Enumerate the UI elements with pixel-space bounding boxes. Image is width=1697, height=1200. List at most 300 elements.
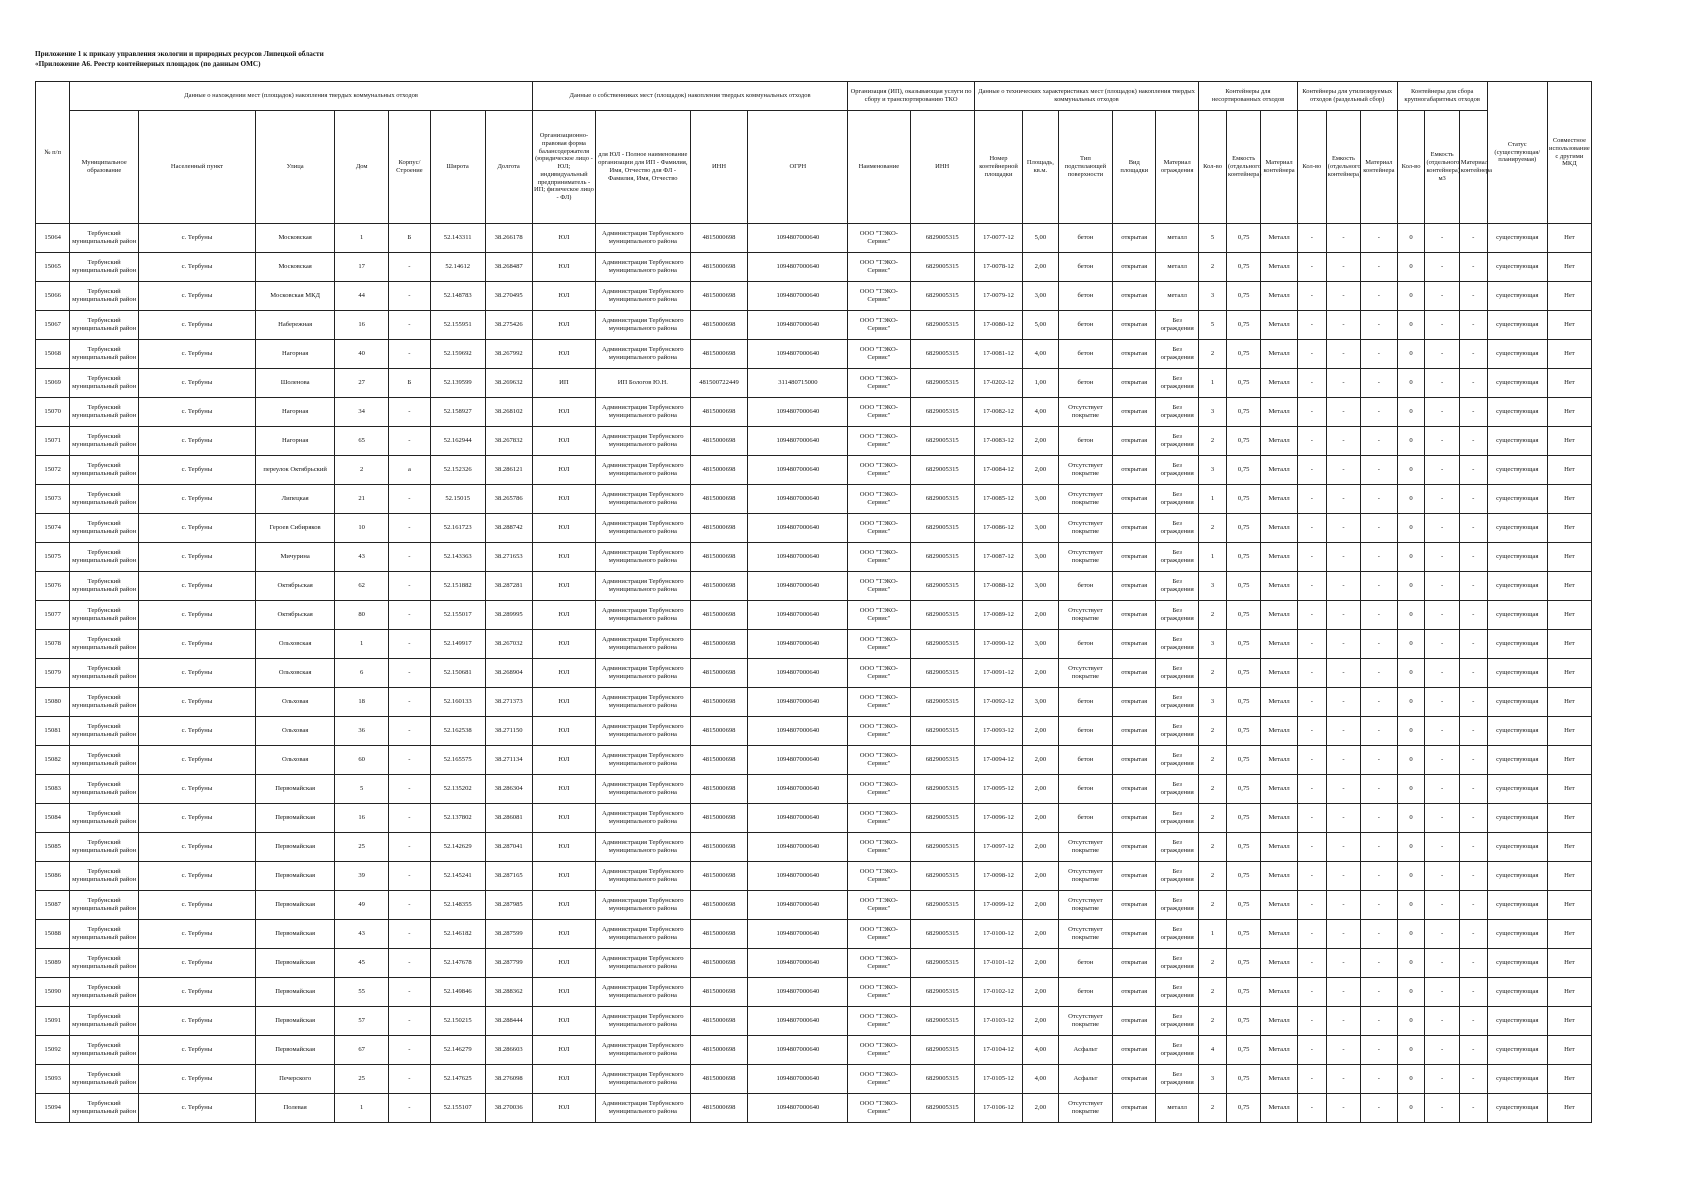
- cell-owner-ogrn: 1094807000640: [748, 1094, 848, 1123]
- cell-site-type: открытая: [1113, 456, 1156, 485]
- cell-house: 1: [335, 224, 389, 253]
- cell-bulky-count: 0: [1397, 398, 1425, 427]
- cell-sorted-capacity: 0,75: [1227, 688, 1261, 717]
- table-row: [36, 485, 1592, 514]
- cell-settlement: с. Тербуны: [139, 340, 256, 369]
- cell-site-number: 17-0101-12: [974, 949, 1022, 978]
- cell-sorted-capacity: 0,75: [1227, 485, 1261, 514]
- cell-municipality: Тербунский муниципальный район: [70, 862, 139, 891]
- cell-surface: Отсутствует покрытие: [1058, 920, 1113, 949]
- heading-line-2: «Приложение А6. Реестр контейнерных площадок (по данным ОМС): [35, 59, 261, 68]
- cell-surface: Отсутствует покрытие: [1058, 862, 1113, 891]
- cell-site-number: 17-0086-12: [974, 514, 1022, 543]
- cell-fence: металл: [1156, 1094, 1199, 1123]
- cell-operator-inn: 6829005315: [910, 253, 974, 282]
- cell-bulky-material: -: [1459, 804, 1487, 833]
- cell-recyclable-material: -: [1361, 514, 1397, 543]
- cell-bulky-capacity: -: [1425, 717, 1459, 746]
- cell-site-number: 17-0078-12: [974, 253, 1022, 282]
- cell-recyclable-capacity: -: [1326, 1036, 1360, 1065]
- cell-settlement: с. Тербуны: [139, 514, 256, 543]
- cell-operator-name: ООО "ТЭКО-Сервис": [848, 572, 910, 601]
- cell-num: 15071: [36, 427, 70, 456]
- cell-owner-name: Администрация Тербунского муниципального района: [596, 282, 690, 311]
- cell-sorted-count: 2: [1199, 1094, 1227, 1123]
- cell-recyclable-material: -: [1361, 398, 1397, 427]
- cell-surface: Отсутствует покрытие: [1058, 485, 1113, 514]
- cell-house: 5: [335, 775, 389, 804]
- cell-bulky-material: -: [1459, 427, 1487, 456]
- cell-site-type: открытая: [1113, 369, 1156, 398]
- cell-house: 55: [335, 978, 389, 1007]
- cell-fence: Без ограждения: [1156, 688, 1199, 717]
- cell-surface: Отсутствует покрытие: [1058, 456, 1113, 485]
- cell-recyclable-capacity: -: [1326, 630, 1360, 659]
- cell-latitude: 52.155951: [430, 311, 485, 340]
- cell-municipality: Тербунский муниципальный район: [70, 311, 139, 340]
- cell-street: переулок Октябрьский: [255, 456, 334, 485]
- cell-recyclable-material: -: [1361, 920, 1397, 949]
- cell-owner-inn: 4815000698: [690, 224, 748, 253]
- cell-recyclable-capacity: -: [1326, 398, 1360, 427]
- cell-sorted-capacity: 0,75: [1227, 282, 1261, 311]
- cell-sorted-count: 2: [1199, 775, 1227, 804]
- cell-settlement: с. Тербуны: [139, 572, 256, 601]
- cell-area: 2,00: [1023, 775, 1058, 804]
- cell-longitude: 38.271373: [485, 688, 532, 717]
- col-recyclable-capacity: Емкость (отдельного контейнера): [1326, 111, 1360, 224]
- cell-surface: бетон: [1058, 746, 1113, 775]
- col-building: Корпус/Строение: [388, 111, 430, 224]
- cell-owner-name: Администрация Тербунского муниципального района: [596, 572, 690, 601]
- cell-sorted-count: 3: [1199, 630, 1227, 659]
- cell-org-form: ЮЛ: [532, 717, 595, 746]
- cell-settlement: с. Тербуны: [139, 1007, 256, 1036]
- cell-bulky-capacity: -: [1425, 891, 1459, 920]
- cell-fence: Без ограждения: [1156, 659, 1199, 688]
- cell-building: -: [388, 398, 430, 427]
- col-area: Площадь, кв.м.: [1023, 111, 1058, 224]
- cell-sorted-capacity: 0,75: [1227, 833, 1261, 862]
- cell-sorted-capacity: 0,75: [1227, 427, 1261, 456]
- cell-house: 17: [335, 253, 389, 282]
- cell-bulky-capacity: -: [1425, 282, 1459, 311]
- cell-org-form: ЮЛ: [532, 630, 595, 659]
- cell-bulky-capacity: -: [1425, 630, 1459, 659]
- cell-longitude: 38.268102: [485, 398, 532, 427]
- col-bulky-capacity: Емкость (отдельного контейнера) м3: [1425, 111, 1459, 224]
- table-header: [36, 82, 1592, 224]
- cell-num: 15077: [36, 601, 70, 630]
- cell-fence: Без ограждения: [1156, 949, 1199, 978]
- cell-operator-inn: 6829005315: [910, 978, 974, 1007]
- cell-site-number: 17-0097-12: [974, 833, 1022, 862]
- cell-owner-inn: 4815000698: [690, 891, 748, 920]
- cell-surface: бетон: [1058, 630, 1113, 659]
- cell-building: -: [388, 746, 430, 775]
- cell-shared: Нет: [1547, 282, 1591, 311]
- cell-building: -: [388, 833, 430, 862]
- group-operator: Организация (ИП), оказывающая услуги по сбору и транспортированию ТКО: [848, 82, 975, 111]
- cell-site-type: открытая: [1113, 514, 1156, 543]
- cell-recyclable-count: -: [1297, 717, 1326, 746]
- cell-latitude: 52.162538: [430, 717, 485, 746]
- cell-site-number: 17-0099-12: [974, 891, 1022, 920]
- cell-latitude: 52.143363: [430, 543, 485, 572]
- cell-recyclable-count: -: [1297, 543, 1326, 572]
- cell-municipality: Тербунский муниципальный район: [70, 427, 139, 456]
- cell-shared: Нет: [1547, 1036, 1591, 1065]
- cell-site-type: открытая: [1113, 282, 1156, 311]
- cell-num: 15073: [36, 485, 70, 514]
- col-shared: Совместное использование с другими МКД: [1547, 82, 1591, 224]
- cell-surface: Асфальт: [1058, 1065, 1113, 1094]
- cell-longitude: 38.286081: [485, 804, 532, 833]
- cell-bulky-count: 0: [1397, 485, 1425, 514]
- cell-bulky-capacity: -: [1425, 543, 1459, 572]
- cell-num: 15090: [36, 978, 70, 1007]
- cell-area: 2,00: [1023, 978, 1058, 1007]
- cell-bulky-capacity: -: [1425, 572, 1459, 601]
- cell-status: существующая: [1487, 688, 1547, 717]
- cell-recyclable-count: -: [1297, 833, 1326, 862]
- cell-house: 49: [335, 891, 389, 920]
- cell-recyclable-capacity: -: [1326, 717, 1360, 746]
- cell-site-number: 17-0106-12: [974, 1094, 1022, 1123]
- cell-recyclable-count: -: [1297, 311, 1326, 340]
- cell-site-number: 17-0098-12: [974, 862, 1022, 891]
- cell-operator-name: ООО "ТЭКО-Сервис": [848, 282, 910, 311]
- cell-sorted-count: 2: [1199, 253, 1227, 282]
- cell-num: 15070: [36, 398, 70, 427]
- cell-num: 15089: [36, 949, 70, 978]
- cell-sorted-material: Металл: [1261, 833, 1297, 862]
- cell-bulky-count: 0: [1397, 891, 1425, 920]
- cell-sorted-material: Металл: [1261, 775, 1297, 804]
- cell-operator-inn: 6829005315: [910, 891, 974, 920]
- cell-status: существующая: [1487, 659, 1547, 688]
- cell-owner-ogrn: 1094807000640: [748, 282, 848, 311]
- cell-sorted-capacity: 0,75: [1227, 572, 1261, 601]
- cell-bulky-count: 0: [1397, 311, 1425, 340]
- cell-house: 80: [335, 601, 389, 630]
- cell-house: 16: [335, 311, 389, 340]
- cell-owner-inn: 4815000698: [690, 920, 748, 949]
- cell-site-number: 17-0087-12: [974, 543, 1022, 572]
- cell-owner-inn: 4815000698: [690, 949, 748, 978]
- cell-municipality: Тербунский муниципальный район: [70, 1065, 139, 1094]
- cell-municipality: Тербунский муниципальный район: [70, 224, 139, 253]
- cell-site-type: открытая: [1113, 572, 1156, 601]
- cell-owner-ogrn: 1094807000640: [748, 427, 848, 456]
- cell-shared: Нет: [1547, 688, 1591, 717]
- cell-status: существующая: [1487, 804, 1547, 833]
- cell-settlement: с. Тербуны: [139, 427, 256, 456]
- cell-owner-inn: 4815000698: [690, 746, 748, 775]
- cell-status: существующая: [1487, 398, 1547, 427]
- cell-recyclable-material: -: [1361, 224, 1397, 253]
- cell-building: -: [388, 543, 430, 572]
- cell-sorted-capacity: 0,75: [1227, 920, 1261, 949]
- cell-operator-name: ООО "ТЭКО-Сервис": [848, 1065, 910, 1094]
- cell-operator-inn: 6829005315: [910, 804, 974, 833]
- cell-building: -: [388, 1065, 430, 1094]
- cell-fence: Без ограждения: [1156, 398, 1199, 427]
- cell-longitude: 38.265786: [485, 485, 532, 514]
- cell-settlement: с. Тербуны: [139, 833, 256, 862]
- cell-shared: Нет: [1547, 1094, 1591, 1123]
- cell-street: Ольховая: [255, 746, 334, 775]
- cell-building: -: [388, 340, 430, 369]
- cell-recyclable-capacity: -: [1326, 514, 1360, 543]
- cell-street: Печерского: [255, 1065, 334, 1094]
- cell-recyclable-material: -: [1361, 311, 1397, 340]
- cell-house: 21: [335, 485, 389, 514]
- cell-latitude: 52.147625: [430, 1065, 485, 1094]
- cell-sorted-count: 3: [1199, 1065, 1227, 1094]
- cell-sorted-material: Металл: [1261, 804, 1297, 833]
- cell-street: Первомайская: [255, 862, 334, 891]
- cell-num: 15081: [36, 717, 70, 746]
- cell-recyclable-material: -: [1361, 688, 1397, 717]
- cell-owner-ogrn: 1094807000640: [748, 775, 848, 804]
- cell-settlement: с. Тербуны: [139, 485, 256, 514]
- cell-street: Первомайская: [255, 833, 334, 862]
- cell-recyclable-count: -: [1297, 659, 1326, 688]
- cell-bulky-capacity: -: [1425, 1036, 1459, 1065]
- cell-municipality: Тербунский муниципальный район: [70, 543, 139, 572]
- cell-shared: Нет: [1547, 514, 1591, 543]
- cell-bulky-material: -: [1459, 833, 1487, 862]
- cell-house: 10: [335, 514, 389, 543]
- cell-owner-ogrn: 1094807000640: [748, 717, 848, 746]
- document-heading: [35, 50, 324, 69]
- cell-operator-name: ООО "ТЭКО-Сервис": [848, 833, 910, 862]
- cell-building: -: [388, 717, 430, 746]
- cell-operator-inn: 6829005315: [910, 485, 974, 514]
- col-fence: Материал ограждения: [1156, 111, 1199, 224]
- cell-site-type: открытая: [1113, 862, 1156, 891]
- cell-shared: Нет: [1547, 630, 1591, 659]
- cell-owner-inn: 4815000698: [690, 1065, 748, 1094]
- cell-recyclable-material: -: [1361, 833, 1397, 862]
- cell-fence: Без ограждения: [1156, 485, 1199, 514]
- cell-owner-ogrn: 1094807000640: [748, 253, 848, 282]
- cell-operator-inn: 6829005315: [910, 630, 974, 659]
- cell-fence: Без ограждения: [1156, 978, 1199, 1007]
- cell-area: 3,00: [1023, 572, 1058, 601]
- cell-sorted-material: Металл: [1261, 427, 1297, 456]
- cell-area: 3,00: [1023, 282, 1058, 311]
- cell-bulky-material: -: [1459, 1094, 1487, 1123]
- table-row: [36, 282, 1592, 311]
- cell-house: 67: [335, 1036, 389, 1065]
- table-row: [36, 630, 1592, 659]
- cell-recyclable-count: -: [1297, 427, 1326, 456]
- table-row: [36, 311, 1592, 340]
- cell-owner-ogrn: 1094807000640: [748, 1007, 848, 1036]
- table-row: [36, 804, 1592, 833]
- cell-street: Московская: [255, 253, 334, 282]
- cell-owner-inn: 4815000698: [690, 804, 748, 833]
- cell-fence: Без ограждения: [1156, 1065, 1199, 1094]
- cell-recyclable-count: -: [1297, 775, 1326, 804]
- cell-site-number: 17-0095-12: [974, 775, 1022, 804]
- cell-owner-ogrn: 1094807000640: [748, 688, 848, 717]
- cell-building: -: [388, 485, 430, 514]
- cell-owner-name: Администрация Тербунского муниципального района: [596, 862, 690, 891]
- cell-settlement: с. Тербуны: [139, 1094, 256, 1123]
- cell-surface: бетон: [1058, 369, 1113, 398]
- cell-shared: Нет: [1547, 485, 1591, 514]
- cell-owner-name: Администрация Тербунского муниципального района: [596, 833, 690, 862]
- cell-recyclable-count: -: [1297, 514, 1326, 543]
- cell-operator-name: ООО "ТЭКО-Сервис": [848, 949, 910, 978]
- cell-operator-name: ООО "ТЭКО-Сервис": [848, 746, 910, 775]
- cell-num: 15064: [36, 224, 70, 253]
- cell-longitude: 38.271134: [485, 746, 532, 775]
- cell-area: 4,00: [1023, 1065, 1058, 1094]
- cell-sorted-material: Металл: [1261, 659, 1297, 688]
- cell-operator-inn: 6829005315: [910, 746, 974, 775]
- cell-shared: Нет: [1547, 311, 1591, 340]
- cell-org-form: ЮЛ: [532, 891, 595, 920]
- cell-surface: бетон: [1058, 253, 1113, 282]
- cell-municipality: Тербунский муниципальный район: [70, 746, 139, 775]
- cell-shared: Нет: [1547, 949, 1591, 978]
- cell-shared: Нет: [1547, 572, 1591, 601]
- cell-site-number: 17-0202-12: [974, 369, 1022, 398]
- table-row: [36, 659, 1592, 688]
- cell-recyclable-capacity: -: [1326, 1007, 1360, 1036]
- cell-recyclable-material: -: [1361, 601, 1397, 630]
- cell-operator-inn: 6829005315: [910, 1065, 974, 1094]
- cell-street: Московская МКД: [255, 282, 334, 311]
- cell-latitude: 52.142629: [430, 833, 485, 862]
- cell-sorted-capacity: 0,75: [1227, 224, 1261, 253]
- cell-bulky-material: -: [1459, 978, 1487, 1007]
- cell-org-form: ЮЛ: [532, 833, 595, 862]
- cell-operator-inn: 6829005315: [910, 920, 974, 949]
- cell-fence: Без ограждения: [1156, 543, 1199, 572]
- cell-bulky-material: -: [1459, 630, 1487, 659]
- cell-municipality: Тербунский муниципальный район: [70, 717, 139, 746]
- cell-org-form: ЮЛ: [532, 1007, 595, 1036]
- cell-bulky-material: -: [1459, 746, 1487, 775]
- cell-bulky-count: 0: [1397, 862, 1425, 891]
- cell-bulky-count: 0: [1397, 456, 1425, 485]
- cell-sorted-material: Металл: [1261, 340, 1297, 369]
- cell-org-form: ЮЛ: [532, 543, 595, 572]
- cell-settlement: с. Тербуны: [139, 688, 256, 717]
- cell-settlement: с. Тербуны: [139, 717, 256, 746]
- cell-house: 40: [335, 340, 389, 369]
- cell-building: -: [388, 804, 430, 833]
- cell-area: 2,00: [1023, 920, 1058, 949]
- col-recyclable-material: Материал контейнера: [1361, 111, 1397, 224]
- cell-num: 15084: [36, 804, 70, 833]
- cell-sorted-material: Металл: [1261, 949, 1297, 978]
- cell-bulky-material: -: [1459, 456, 1487, 485]
- cell-fence: Без ограждения: [1156, 833, 1199, 862]
- cell-owner-name: Администрация Тербунского муниципального района: [596, 659, 690, 688]
- cell-sorted-count: 5: [1199, 311, 1227, 340]
- cell-recyclable-material: -: [1361, 253, 1397, 282]
- cell-operator-name: ООО "ТЭКО-Сервис": [848, 804, 910, 833]
- cell-latitude: 52.15015: [430, 485, 485, 514]
- cell-settlement: с. Тербуны: [139, 543, 256, 572]
- cell-owner-inn: 481500722449: [690, 369, 748, 398]
- cell-area: 4,00: [1023, 398, 1058, 427]
- col-owner-name: для ЮЛ - Полное наименование организации для ИП - Фамилия, Имя, Отчество для ФЛ - Фамилия, Имя, Отчество: [596, 111, 690, 224]
- table-row: [36, 369, 1592, 398]
- cell-recyclable-count: -: [1297, 601, 1326, 630]
- cell-site-number: 17-0094-12: [974, 746, 1022, 775]
- cell-fence: Без ограждения: [1156, 862, 1199, 891]
- cell-surface: бетон: [1058, 949, 1113, 978]
- cell-operator-name: ООО "ТЭКО-Сервис": [848, 920, 910, 949]
- cell-org-form: ЮЛ: [532, 601, 595, 630]
- cell-owner-ogrn: 1094807000640: [748, 601, 848, 630]
- cell-recyclable-capacity: -: [1326, 949, 1360, 978]
- cell-sorted-count: 3: [1199, 456, 1227, 485]
- cell-street: Шоленова: [255, 369, 334, 398]
- cell-shared: Нет: [1547, 1065, 1591, 1094]
- cell-owner-inn: 4815000698: [690, 1007, 748, 1036]
- cell-settlement: с. Тербуны: [139, 398, 256, 427]
- cell-operator-inn: 6829005315: [910, 311, 974, 340]
- cell-site-number: 17-0084-12: [974, 456, 1022, 485]
- cell-longitude: 38.270036: [485, 1094, 532, 1123]
- cell-status: существующая: [1487, 746, 1547, 775]
- cell-settlement: с. Тербуны: [139, 369, 256, 398]
- cell-house: 43: [335, 920, 389, 949]
- cell-house: 44: [335, 282, 389, 311]
- cell-building: -: [388, 659, 430, 688]
- cell-recyclable-count: -: [1297, 1065, 1326, 1094]
- cell-building: -: [388, 775, 430, 804]
- cell-surface: бетон: [1058, 688, 1113, 717]
- cell-fence: Без ограждения: [1156, 804, 1199, 833]
- cell-operator-name: ООО "ТЭКО-Сервис": [848, 717, 910, 746]
- cell-latitude: 52.158927: [430, 398, 485, 427]
- cell-owner-ogrn: 311480715000: [748, 369, 848, 398]
- cell-house: 34: [335, 398, 389, 427]
- cell-bulky-capacity: -: [1425, 949, 1459, 978]
- cell-latitude: 52.162944: [430, 427, 485, 456]
- cell-owner-name: Администрация Тербунского муниципального района: [596, 688, 690, 717]
- cell-owner-ogrn: 1094807000640: [748, 659, 848, 688]
- cell-house: 1: [335, 630, 389, 659]
- cell-site-number: 17-0103-12: [974, 1007, 1022, 1036]
- cell-status: существующая: [1487, 775, 1547, 804]
- cell-sorted-capacity: 0,75: [1227, 804, 1261, 833]
- cell-bulky-count: 0: [1397, 253, 1425, 282]
- cell-status: существующая: [1487, 717, 1547, 746]
- cell-area: 4,00: [1023, 340, 1058, 369]
- cell-street: Октябрьская: [255, 572, 334, 601]
- cell-building: -: [388, 949, 430, 978]
- cell-sorted-capacity: 0,75: [1227, 514, 1261, 543]
- cell-owner-inn: 4815000698: [690, 688, 748, 717]
- col-settlement: Населенный пункт: [139, 111, 256, 224]
- cell-building: -: [388, 601, 430, 630]
- cell-owner-inn: 4815000698: [690, 717, 748, 746]
- cell-settlement: с. Тербуны: [139, 746, 256, 775]
- cell-recyclable-count: -: [1297, 398, 1326, 427]
- cell-owner-inn: 4815000698: [690, 456, 748, 485]
- cell-status: существующая: [1487, 340, 1547, 369]
